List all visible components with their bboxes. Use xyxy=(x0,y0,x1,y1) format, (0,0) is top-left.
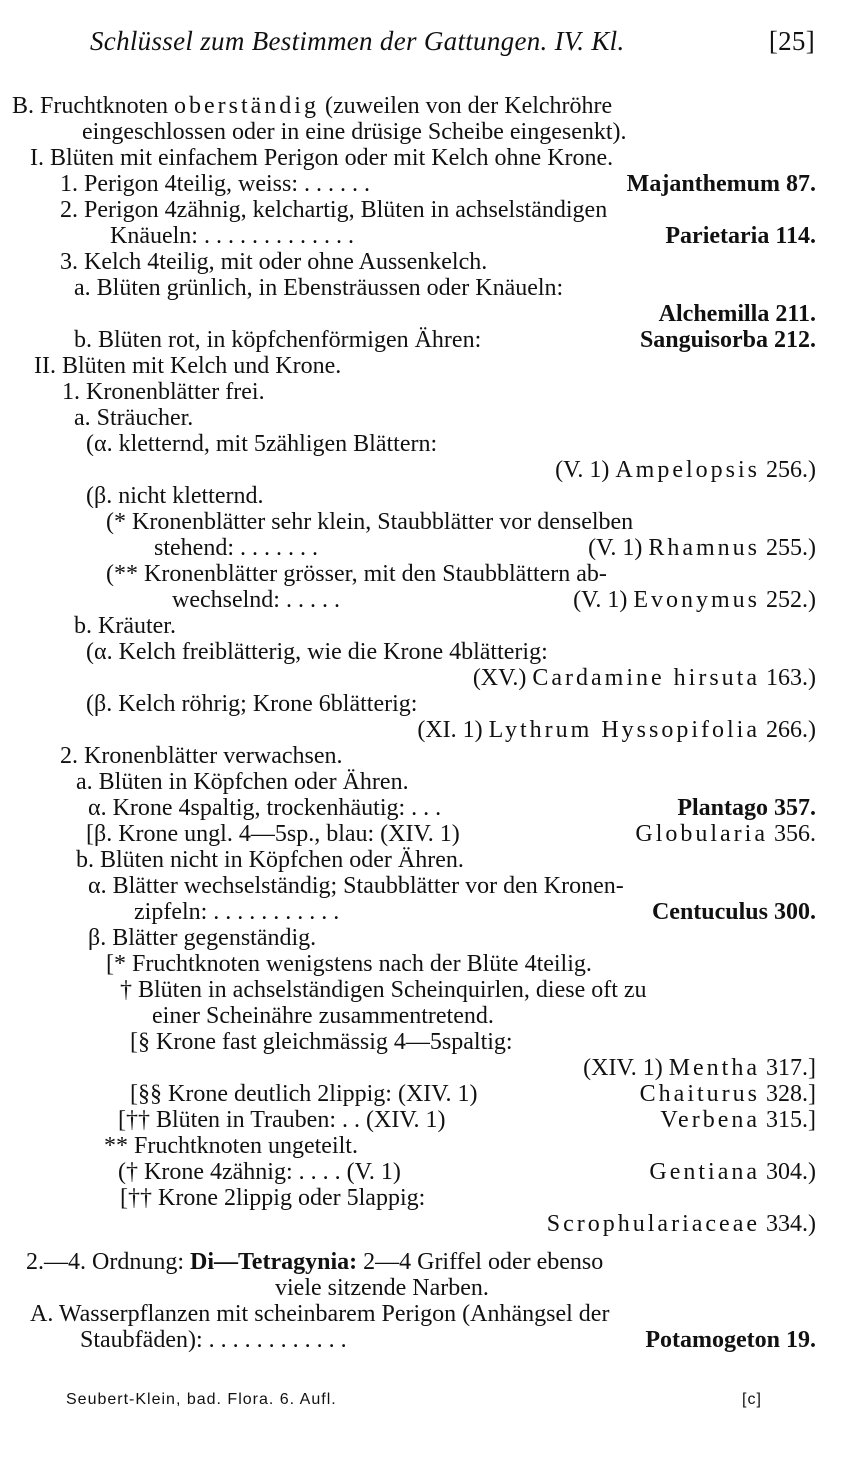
taxon-reference xyxy=(627,170,816,198)
line-content: ** Fruchtknoten ungeteilt. xyxy=(104,1133,358,1159)
class-reference: (V. 1) xyxy=(588,535,649,561)
footer xyxy=(66,1391,766,1409)
line-text xyxy=(106,508,633,536)
taxon-reference xyxy=(659,300,816,328)
text-line xyxy=(0,1326,850,1354)
text-line xyxy=(0,378,850,406)
line-text xyxy=(106,560,607,588)
text-line xyxy=(0,326,850,354)
taxon-reference xyxy=(583,1054,816,1082)
line-text xyxy=(62,378,265,406)
genus-reference: Alchemilla 211. xyxy=(658,301,816,327)
text-line xyxy=(0,118,850,146)
text-line xyxy=(0,924,850,952)
line-content: a. Sträucher. xyxy=(74,405,194,431)
line-content: [* Fruchtknoten wenigstens nach der Blüte 4teilig. xyxy=(106,951,592,977)
line-text xyxy=(118,1158,401,1186)
line-content: β. Blätter gegenständig. xyxy=(88,925,317,951)
line-content: (α. Kelch freiblätterig, wie die Krone 4blätterig: xyxy=(86,639,548,665)
taxon-reference xyxy=(417,716,816,744)
line-content: (α. kletternd, mit 5zähligen Blättern: xyxy=(86,431,438,457)
text-line xyxy=(0,1132,850,1160)
taxon-page: 328.] xyxy=(760,1081,816,1107)
line-text xyxy=(86,430,437,458)
line-content: A. Wasserpflanzen mit scheinbarem Perigon (Anhängsel der xyxy=(30,1301,610,1327)
line-content: [†† Krone 2lippig oder 5lappig: xyxy=(120,1185,426,1211)
taxon-page: 304.) xyxy=(760,1159,816,1185)
line-content: 1. Kronenblätter frei. xyxy=(62,379,265,405)
text-line xyxy=(0,898,850,926)
text-line xyxy=(0,1210,850,1238)
text-line xyxy=(0,482,850,510)
line-content: (β. nicht kletternd. xyxy=(86,483,264,509)
line-prefix: 2.—4. Ordnung: xyxy=(26,1249,190,1275)
line-content: b. Blüten rot, in köpfchenförmigen Ähren: xyxy=(74,327,482,353)
line-text xyxy=(86,820,460,848)
line-content: b. Blüten nicht in Köpfchen oder Ähren. xyxy=(76,847,464,873)
taxon-reference xyxy=(635,820,816,848)
line-content: [§ Krone fast gleichmässig 4—5spaltig: xyxy=(130,1029,513,1055)
text-line xyxy=(0,690,850,718)
taxon-name: Mentha xyxy=(668,1055,760,1081)
taxon-name: Rhamnus xyxy=(648,535,760,561)
line-content: viele sitzende Narben. xyxy=(275,1275,489,1301)
class-reference: (XV.) xyxy=(472,665,533,691)
text-line xyxy=(0,1080,850,1108)
text-line xyxy=(0,768,850,796)
text-line xyxy=(0,248,850,276)
taxon-reference xyxy=(660,1106,816,1134)
text-line xyxy=(0,1300,850,1328)
taxon-reference xyxy=(640,326,816,354)
line-content: I. Blüten mit einfachem Perigon oder mit Kelch ohne Krone. xyxy=(30,145,614,171)
line-text xyxy=(74,326,481,354)
line-content: a. Blüten in Köpfchen oder Ähren. xyxy=(76,769,409,795)
taxon-name: Evonymus xyxy=(633,587,760,613)
line-suffix: 2—4 Griffel oder ebenso xyxy=(357,1249,604,1275)
text-line xyxy=(0,1054,850,1082)
line-text xyxy=(26,1248,603,1276)
genus-reference: Centuculus 300. xyxy=(651,899,816,925)
class-reference: (V. 1) xyxy=(555,457,616,483)
taxon-reference xyxy=(588,534,816,562)
genus-reference: Majanthemum 87. xyxy=(626,171,816,197)
text-line xyxy=(0,664,850,692)
line-text xyxy=(88,924,316,952)
line-text xyxy=(88,872,624,900)
taxon-page: 315.] xyxy=(760,1107,816,1133)
text-line xyxy=(0,144,850,172)
genus-reference: Plantago 357. xyxy=(677,795,816,821)
line-text xyxy=(275,1274,489,1302)
text-line xyxy=(0,222,850,250)
line-text xyxy=(118,1106,446,1134)
line-text xyxy=(134,898,339,926)
line-text xyxy=(82,118,627,146)
line-content: 3. Kelch 4teilig, mit oder ohne Aussenkelch. xyxy=(60,249,488,275)
line-text xyxy=(130,1080,478,1108)
line-content: († Krone 4zähnig: . . . . (V. 1) xyxy=(118,1159,401,1185)
genus-reference: Sanguisorba 212. xyxy=(639,327,816,353)
line-text xyxy=(60,248,487,276)
line-content: (* Kronenblätter sehr klein, Staubblätter vor denselben xyxy=(106,509,634,535)
text-line xyxy=(0,274,850,302)
line-prefix: B. Fruchtknoten xyxy=(12,93,174,119)
line-text xyxy=(34,352,341,380)
text-line xyxy=(0,1028,850,1056)
taxon-reference xyxy=(640,1080,816,1108)
genus-reference: Potamogeton 19. xyxy=(645,1327,816,1353)
taxon-reference xyxy=(573,586,816,614)
line-text xyxy=(86,482,264,510)
taxon-reference xyxy=(652,898,816,926)
taxon-page: 334.) xyxy=(760,1211,816,1237)
text-line xyxy=(0,1184,850,1212)
taxon-page: 255.) xyxy=(760,535,816,561)
line-content: (** Kronenblätter grösser, mit den Staubblättern ab- xyxy=(106,561,607,587)
text-line xyxy=(0,794,850,822)
line-content: α. Krone 4spaltig, trockenhäutig: . . . xyxy=(88,795,442,821)
text-line xyxy=(0,404,850,432)
text-line xyxy=(0,846,850,874)
text-line xyxy=(0,716,850,744)
line-text xyxy=(74,274,563,302)
taxon-reference xyxy=(547,1210,816,1238)
line-text xyxy=(76,768,409,796)
line-content: [β. Krone ungl. 4—5sp., blau: (XIV. 1) xyxy=(86,821,460,847)
genus-reference: Parietaria 114. xyxy=(665,223,816,249)
line-text xyxy=(120,1184,425,1212)
line-content: II. Blüten mit Kelch und Krone. xyxy=(34,353,342,379)
taxon-reference xyxy=(555,456,816,484)
taxon-name: Chaiturus xyxy=(639,1081,760,1107)
taxon-reference xyxy=(665,222,816,250)
line-content: 1. Perigon 4teilig, weiss: . . . . . . xyxy=(60,171,370,197)
text-line xyxy=(0,1158,850,1186)
line-content: eingeschlossen oder in eine drüsige Scheibe eingesenkt). xyxy=(82,119,627,145)
page-number: [25] xyxy=(768,26,815,56)
text-line xyxy=(0,1106,850,1134)
line-content: † Blüten in achselständigen Scheinquirlen, diese oft zu xyxy=(120,977,647,1003)
taxon-name: Ampelopsis xyxy=(615,457,760,483)
text-line xyxy=(0,872,850,900)
text-line xyxy=(0,456,850,484)
line-content: Staubfäden): . . . . . . . . . . . . xyxy=(80,1327,347,1353)
line-content: zipfeln: . . . . . . . . . . . xyxy=(134,899,340,925)
signature-mark: [c] xyxy=(742,1391,762,1408)
text-line xyxy=(0,742,850,770)
line-text xyxy=(74,404,193,432)
line-text xyxy=(120,976,647,1004)
line-text xyxy=(86,690,417,718)
text-line xyxy=(0,300,850,328)
taxon-page: 266.) xyxy=(760,717,816,743)
line-content: wechselnd: . . . . . xyxy=(172,587,340,613)
line-text xyxy=(12,92,612,120)
line-suffix: (zuweilen von der Kelchröhre xyxy=(318,93,613,119)
line-content: einer Scheinähre zusammentretend. xyxy=(152,1003,494,1029)
taxon-name: Cardamine hirsuta xyxy=(532,665,760,691)
taxon-name: Verbena xyxy=(660,1107,760,1133)
text-line xyxy=(0,1248,850,1276)
line-text xyxy=(74,612,176,640)
line-text xyxy=(30,144,613,172)
text-line xyxy=(0,950,850,978)
line-text xyxy=(152,1002,494,1030)
line-content: α. Blätter wechselständig; Staubblätter vor den Kronen- xyxy=(88,873,624,899)
footer-source: Seubert-Klein, bad. Flora. 6. Aufl. xyxy=(66,1391,337,1408)
line-content: stehend: . . . . . . . xyxy=(154,535,318,561)
line-text xyxy=(60,170,370,198)
line-text xyxy=(86,638,548,666)
taxon-reference xyxy=(645,1326,816,1354)
class-reference: (V. 1) xyxy=(573,587,634,613)
line-content: 2. Kronenblätter verwachsen. xyxy=(60,743,343,769)
taxon-reference xyxy=(649,1158,816,1186)
class-reference: (XIV. 1) xyxy=(583,1055,669,1081)
taxon-name: Scrophulariaceae xyxy=(546,1211,760,1237)
line-text xyxy=(60,196,607,224)
line-content: (β. Kelch röhrig; Krone 6blätterig: xyxy=(86,691,418,717)
line-text xyxy=(60,742,343,770)
order-name: Di—Tetragynia: xyxy=(190,1249,358,1275)
text-line xyxy=(0,638,850,666)
taxon-page: 256.) xyxy=(760,457,816,483)
text-line xyxy=(0,560,850,588)
text-line xyxy=(0,170,850,198)
text-line xyxy=(0,534,850,562)
taxon-reference xyxy=(677,794,816,822)
class-reference: (XI. 1) xyxy=(417,717,489,743)
taxon-page: 252.) xyxy=(760,587,816,613)
line-text xyxy=(104,1132,358,1160)
line-text xyxy=(88,794,441,822)
text-line xyxy=(0,430,850,458)
line-content: 2. Perigon 4zähnig, kelchartig, Blüten in achselständigen xyxy=(60,197,608,223)
line-text xyxy=(80,1326,347,1354)
line-text xyxy=(130,1028,513,1056)
line-content: Knäueln: . . . . . . . . . . . . . xyxy=(110,223,354,249)
text-line xyxy=(0,820,850,848)
line-content: b. Kräuter. xyxy=(74,613,176,639)
text-line xyxy=(0,976,850,1004)
taxon-page: 163.) xyxy=(760,665,816,691)
header-title: Schlüssel zum Bestimmen der Gattungen. IV. Kl. xyxy=(90,26,625,56)
text-line xyxy=(0,612,850,640)
text-line xyxy=(0,352,850,380)
line-content: a. Blüten grünlich, in Ebensträussen oder Knäueln: xyxy=(74,275,564,301)
text-line xyxy=(0,92,850,120)
taxon-page: 356. xyxy=(768,821,816,847)
spaced-word: oberständig xyxy=(174,93,319,119)
line-text xyxy=(76,846,464,874)
taxon-name: Lythrum Hyssopifolia xyxy=(488,717,760,743)
text-line xyxy=(0,1274,850,1302)
line-text xyxy=(110,222,354,250)
line-content: [§§ Krone deutlich 2lippig: (XIV. 1) xyxy=(130,1081,478,1107)
taxon-name: Gentiana xyxy=(649,1159,760,1185)
line-text xyxy=(30,1300,609,1328)
line-text xyxy=(106,950,592,978)
text-line xyxy=(0,586,850,614)
taxon-name: Globularia xyxy=(635,821,768,847)
text-line xyxy=(0,196,850,224)
taxon-page: 317.] xyxy=(760,1055,816,1081)
line-text xyxy=(172,586,340,614)
line-text xyxy=(154,534,318,562)
text-line xyxy=(0,1002,850,1030)
line-content: [†† Blüten in Trauben: . . (XIV. 1) xyxy=(118,1107,446,1133)
text-line xyxy=(0,508,850,536)
running-header xyxy=(90,26,815,57)
taxon-reference xyxy=(473,664,816,692)
